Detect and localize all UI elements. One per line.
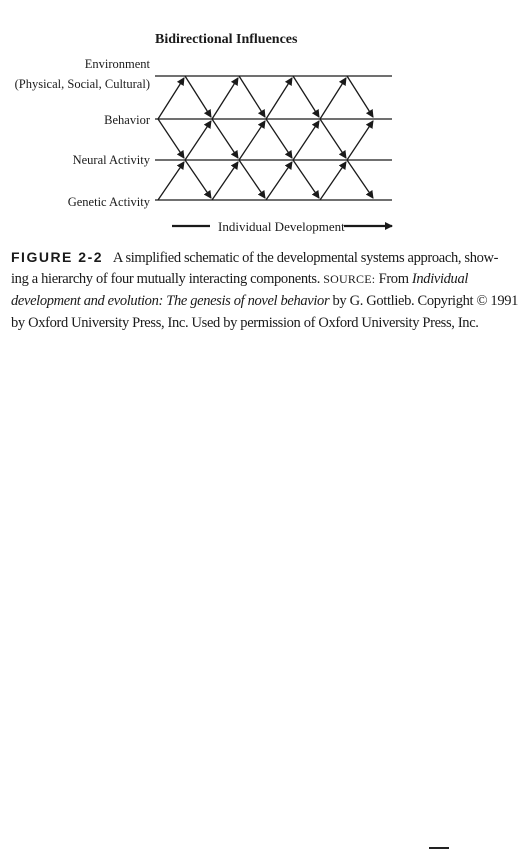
influence-arrow <box>185 76 211 117</box>
influence-arrow <box>320 119 346 158</box>
figure-label: FIGURE 2-2 <box>11 249 104 265</box>
level-label-environment-detail: (Physical, Social, Cultural) <box>14 77 150 91</box>
caption-line-1 <box>11 246 515 268</box>
influence-arrow <box>293 76 319 117</box>
level-label-genetic-activity: Genetic Activity <box>67 195 150 209</box>
figure-caption <box>11 246 518 334</box>
influence-arrow <box>293 160 319 198</box>
source-title-part-1: Individual <box>411 271 469 287</box>
influence-arrow <box>239 160 265 198</box>
level-label-environment: Environment <box>84 57 150 71</box>
diagram-title: Bidirectional Influences <box>155 32 298 47</box>
source-title-part-2: development and evolution: The genesis of novel behavior <box>11 293 330 309</box>
bidirectional-arrows <box>158 76 373 200</box>
influence-arrow <box>212 78 238 119</box>
influence-arrow <box>185 121 211 160</box>
influence-arrow <box>158 162 184 200</box>
influence-arrow <box>212 162 238 200</box>
caption-line-4 <box>11 312 515 334</box>
influence-arrow <box>266 162 292 200</box>
caption-line-3 <box>11 290 518 312</box>
caption-text-3: by G. Gottlieb. Copyright © 1991 <box>332 293 518 309</box>
source-label: SOURCE: <box>323 272 376 286</box>
influence-arrow <box>158 78 184 119</box>
influence-arrow <box>239 121 265 160</box>
caption-text-4: by Oxford University Press, Inc. Used by permission of Oxford University Press, Inc. <box>11 315 479 331</box>
caption-text-2: ing a hierarchy of four mutually interacting components. <box>11 271 320 287</box>
influence-arrow <box>239 76 265 117</box>
influence-arrow <box>347 121 373 160</box>
influence-arrow <box>158 119 184 158</box>
influence-arrow <box>266 78 292 119</box>
page-mark <box>429 847 449 849</box>
influence-arrow <box>320 78 346 119</box>
influence-arrow <box>266 119 292 158</box>
development-axis-label: Individual Development <box>218 219 345 234</box>
influence-arrow <box>185 160 211 198</box>
level-label-behavior: Behavior <box>104 113 150 127</box>
level-label-neural-activity: Neural Activity <box>72 153 150 167</box>
caption-text-1: A simplified schematic of the developmental systems approach, show- <box>112 250 499 266</box>
influence-arrow <box>293 121 319 160</box>
influence-arrow <box>347 76 373 117</box>
influence-arrow <box>320 162 346 200</box>
caption-line-2 <box>11 268 515 290</box>
developmental-systems-diagram <box>0 0 518 240</box>
source-from: From <box>378 271 409 287</box>
influence-arrow <box>212 119 238 158</box>
influence-arrow <box>347 160 373 198</box>
